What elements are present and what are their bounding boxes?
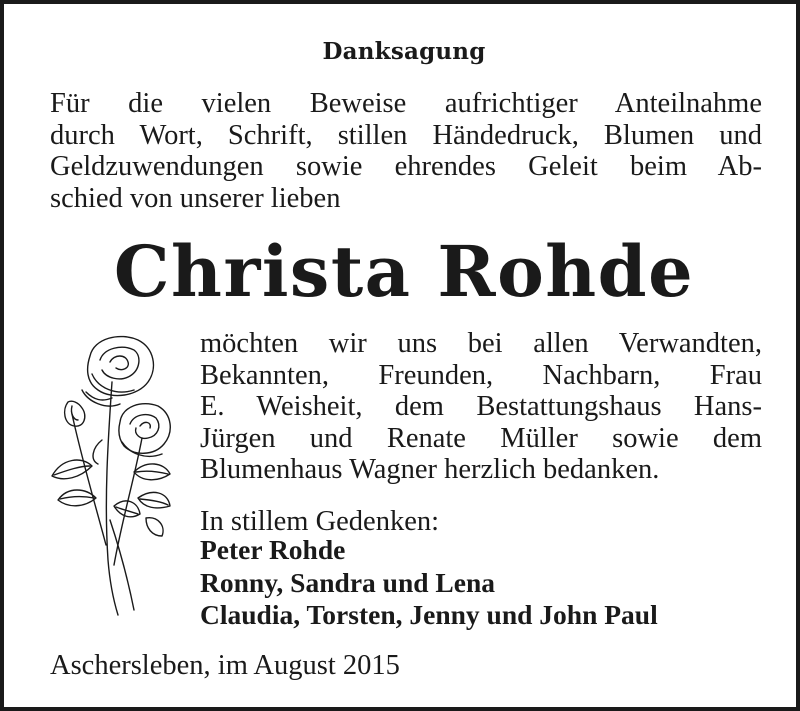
thanks-paragraph <box>200 328 762 486</box>
thanks-line: Jürgen und Renate Müller sowie dem <box>200 422 762 454</box>
intro-line: schied von unserer lieben <box>50 182 341 214</box>
thanks-line: möchten wir uns bei allen Verwandten, <box>200 328 762 359</box>
signatory: Claudia, Torsten, Jenny und John Paul <box>200 599 658 630</box>
intro-line: durch Wort, Schrift, stillen Händedruck, Blumen und <box>50 119 762 151</box>
intro-line: Geldzuwendungen sowie ehrendes Geleit beim Ab- <box>50 151 762 182</box>
greeting: In stillem Gedenken: <box>200 506 440 537</box>
place-date: Aschersleben, im August 2015 <box>50 650 400 681</box>
signatory: Ronny, Sandra und Lena <box>200 567 495 598</box>
thanks-line: Bekannten, Freunden, Nachbarn, Frau <box>200 359 762 391</box>
thanks-line: E. Weisheit, dem Bestattungshaus Hans- <box>200 391 762 422</box>
intro-line: Für die vielen Beweise aufrichtiger Anteilnahme <box>50 88 762 119</box>
signatory: Peter Rohde <box>200 534 346 565</box>
thanks-line: Blumenhaus Wagner herzlich bedanken. <box>200 454 660 485</box>
notice-heading: Danksagung <box>322 38 486 65</box>
intro-paragraph <box>50 88 762 214</box>
rose-icon <box>42 330 184 620</box>
deceased-name: Christa Rohde <box>113 230 695 313</box>
